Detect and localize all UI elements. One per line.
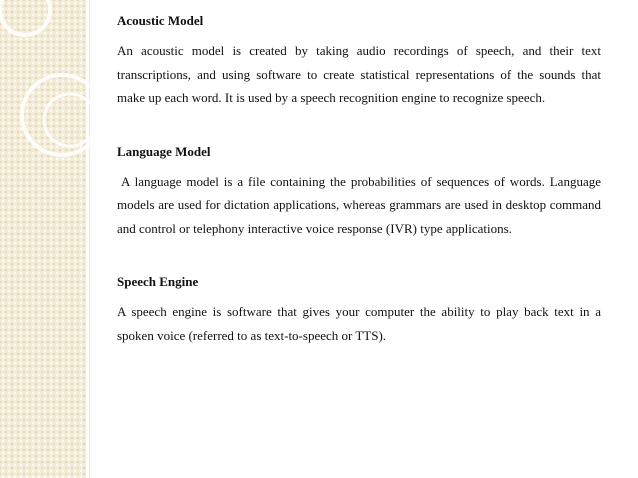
section-spacer bbox=[117, 110, 601, 143]
decorative-arcs-graphic bbox=[0, 0, 130, 200]
section-heading-acoustic-model: Acoustic Model bbox=[117, 13, 204, 28]
section-body-speech-engine: A speech engine is software that gives your computer the ability to play back text in a spoken voice (referred to as text-to-speech or TTS). bbox=[117, 304, 601, 343]
section-spacer bbox=[117, 240, 601, 273]
slide-content bbox=[117, 12, 601, 347]
section-heading-language-model: Language Model bbox=[117, 143, 211, 159]
decorative-arc-inner bbox=[44, 94, 96, 146]
section-body-language-model: A language model is a file containing the probabilities of sequences of words. Language models are used for dictation applications, whereas grammars are used in desktop command and control or telephony interactive voice response (IVR) type applications. bbox=[117, 173, 601, 236]
section-heading-speech-engine: Speech Engine bbox=[117, 274, 199, 289]
decorative-arc-large bbox=[22, 75, 102, 155]
section-body-acoustic-model: An acoustic model is created by taking audio recordings of speech, and their text transcriptions, and using software to create statistical representations of the sounds that make up each word. It is used by a speech recognition engine to recognize speech. bbox=[117, 43, 601, 105]
decorative-arc-top bbox=[0, 0, 50, 35]
